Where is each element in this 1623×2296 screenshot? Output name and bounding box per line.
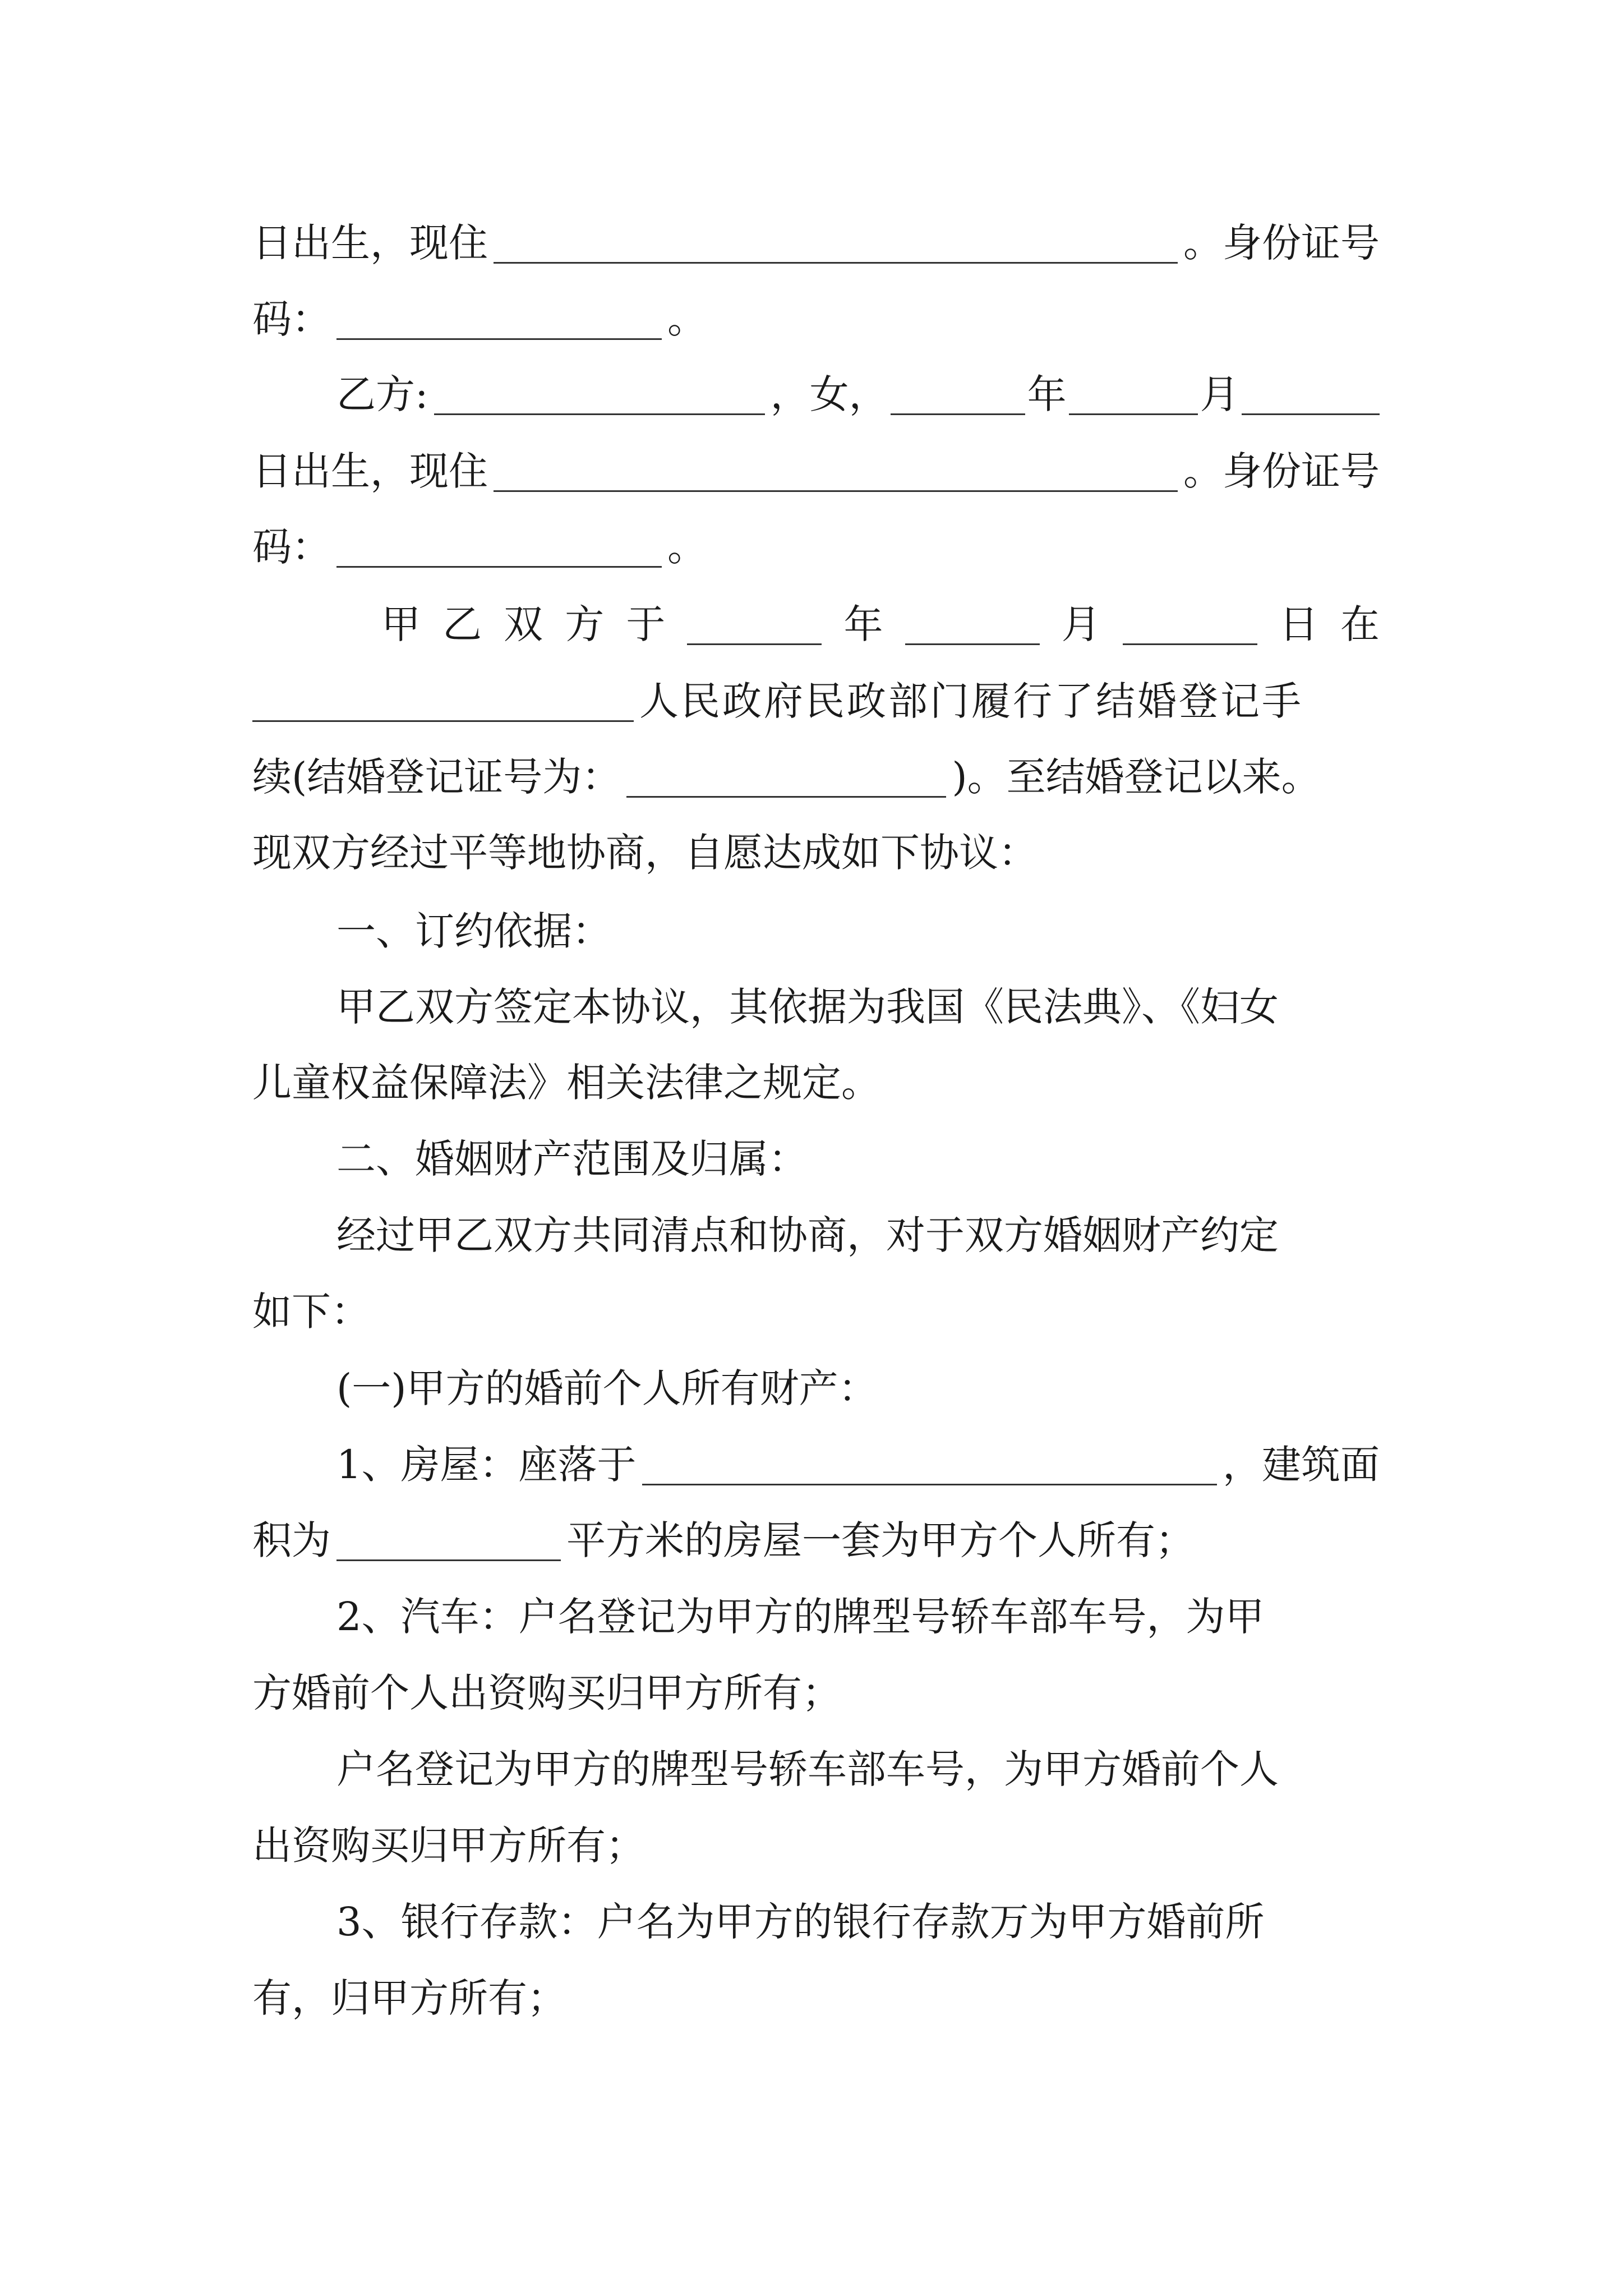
location-blank — [642, 1444, 1217, 1485]
year-blank — [891, 374, 1025, 415]
paragraph-line: 经过甲乙双方共同清点和协商，对于双方婚姻财产约定 — [336, 1212, 1279, 1258]
text: 1、房屋：座落于 — [336, 1442, 637, 1488]
text: 续(结婚登记证号为： — [252, 754, 621, 800]
char: 双 — [504, 601, 543, 647]
id-blank — [336, 527, 662, 568]
char: 日 — [1279, 601, 1318, 647]
year-blank — [687, 604, 822, 645]
text: 积为 — [252, 1517, 331, 1563]
label: 乙方: — [336, 371, 428, 417]
text: 。 — [667, 524, 707, 570]
section-heading: 一、订约依据： — [336, 908, 611, 954]
marriage-date-line — [381, 585, 1380, 664]
char: 于 — [626, 601, 666, 647]
text: 。身份证号 — [1183, 448, 1380, 494]
text: 日出生，现住 — [252, 448, 488, 494]
office-blank — [252, 681, 634, 722]
marriage-office-line — [252, 662, 1380, 740]
text: 人民政府民政部门履行了结婚登记手 — [639, 678, 1303, 724]
paragraph-line: 方婚前个人出资购买归甲方所有； — [252, 1670, 841, 1716]
subsection-heading: (一)甲方的婚前个人所有财产： — [336, 1365, 878, 1411]
paragraph-line: 出资购买归甲方所有； — [252, 1823, 645, 1869]
text: )。至结婚登记以来。 — [952, 754, 1321, 800]
party-a-id-line — [252, 280, 1380, 358]
text: 码： — [252, 524, 331, 570]
text: 。身份证号 — [1183, 220, 1380, 266]
text: ，建筑面 — [1223, 1442, 1380, 1488]
day-blank — [1123, 604, 1257, 645]
section-heading: 二、婚姻财产范围及归属： — [336, 1136, 808, 1182]
text: 平方米的房屋一套为甲方个人所有； — [566, 1517, 1195, 1563]
paragraph-line: 有，归甲方所有； — [252, 1975, 566, 2021]
text: 日出生，现住 — [252, 220, 488, 266]
text: 码： — [252, 296, 331, 342]
month-blank — [905, 604, 1040, 645]
month-blank — [1069, 374, 1198, 415]
id-blank — [336, 299, 662, 340]
text: ，女， — [770, 371, 888, 417]
paragraph-line: 如下： — [252, 1289, 370, 1335]
agreement-intro: 现双方经过平等地协商，自愿达成如下协议： — [252, 830, 1038, 876]
area-line — [252, 1501, 1380, 1580]
paragraph-line: 户名登记为甲方的牌型号轿车部车号，为甲方婚前个人 — [336, 1746, 1279, 1792]
char: 月 — [1061, 601, 1101, 647]
text: 年 — [1027, 371, 1067, 417]
party-a-address-line — [252, 204, 1380, 282]
char: 在 — [1340, 601, 1380, 647]
house-line — [336, 1425, 1380, 1504]
day-blank — [1242, 374, 1380, 415]
char: 乙 — [442, 601, 482, 647]
name-blank — [434, 374, 765, 415]
marriage-cert-line — [252, 738, 1408, 816]
char: 年 — [843, 601, 883, 647]
paragraph-line: 甲乙双方签定本协议，其依据为我国《民法典》、《妇女 — [336, 984, 1279, 1030]
party-b-line — [336, 355, 1380, 434]
area-blank — [336, 1520, 561, 1561]
party-b-id-line — [252, 508, 1380, 586]
cert-no-blank — [626, 757, 946, 798]
address-blank — [494, 451, 1178, 492]
text: 。 — [667, 296, 707, 342]
char: 甲 — [381, 601, 421, 647]
char: 方 — [565, 601, 605, 647]
party-b-address-line — [252, 432, 1380, 510]
paragraph-line: 2、汽车：户名登记为甲方的牌型号轿车部车号，为甲 — [336, 1594, 1265, 1640]
address-blank — [494, 223, 1178, 264]
paragraph-line: 儿童权益保障法》相关法律之规定。 — [252, 1060, 880, 1106]
paragraph-line: 3、银行存款：户名为甲方的银行存款万为甲方婚前所 — [336, 1899, 1265, 1945]
text: 月 — [1200, 371, 1239, 417]
